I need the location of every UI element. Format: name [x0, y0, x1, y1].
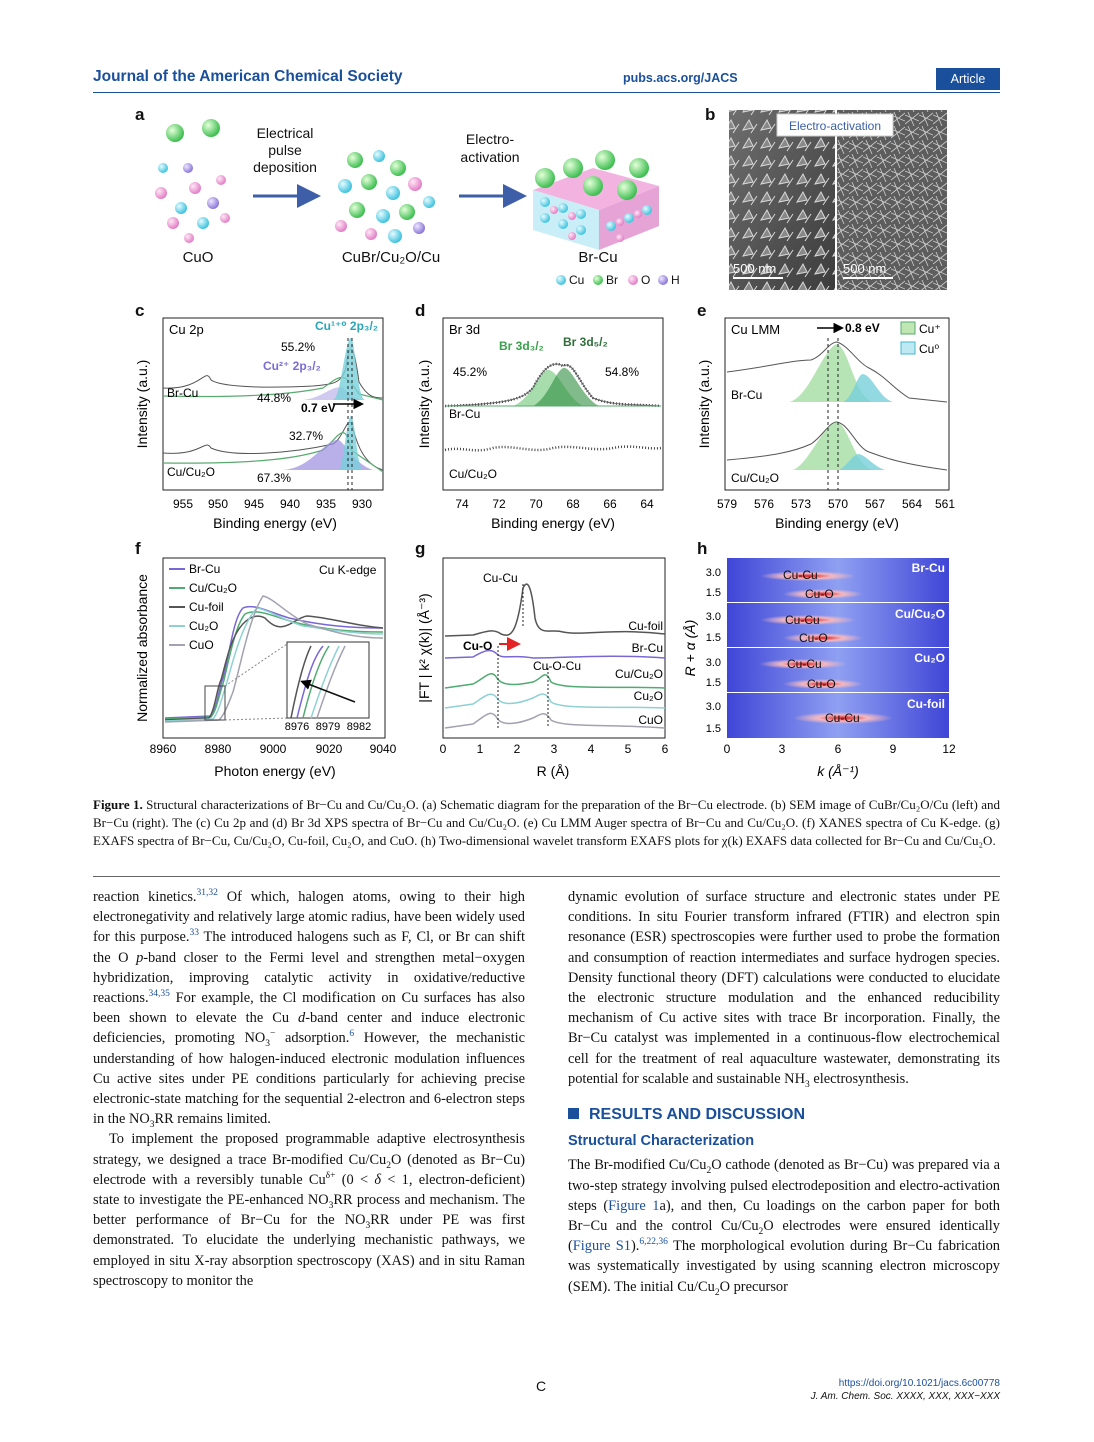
- g-sample-cucu2o: Cu/Cu₂O: [614, 667, 663, 681]
- f-inset-tick-8979: 8979: [315, 721, 341, 733]
- figure-link[interactable]: Figure 1: [608, 1197, 660, 1214]
- h-ytick-3: 3.0: [705, 611, 721, 623]
- c-sample-bot: Cu/Cu₂O: [167, 465, 216, 479]
- panel-a-schematic: [155, 119, 680, 287]
- h-ytick-2: 1.5: [705, 587, 721, 599]
- f-legend-brcu: Br-Cu: [189, 562, 221, 576]
- h-cufoil-cucu: Cu-Cu: [825, 711, 860, 725]
- panel-letter-c: c: [135, 301, 145, 320]
- panel-letter-e: e: [697, 301, 707, 320]
- h-cucu2o-cucu: Cu-Cu: [785, 613, 820, 627]
- d-tick-66: 66: [603, 497, 617, 511]
- figure-s1-link[interactable]: Figure S1: [572, 1238, 631, 1255]
- panel-letter-d: d: [415, 301, 426, 320]
- paragraph: To implement the proposed programmable adaptive electrosynthesis strategy, we designed a trace Br-modified $Cu/Cu_2O$ (denoted as Br−Cu) electrode with a reversibly tunable $Cu^{\delta+}$ (0 < δ < 1, electron-deficient) state to investigate the PE-enhanced $NO_3RR$ process and mechanism. The better performance of Br−Cu for the $NO_3RR$ under PE was first demonstrated. To elucidate the underlying mechanistic pathways, we employed in situ X-ray absorption spectroscopy (XAS) and in situ Raman spectroscopy to monitor the: [93, 1131, 525, 1289]
- e-tick-564: 564: [901, 497, 923, 511]
- f-tick-8960: 8960: [149, 742, 177, 756]
- doi-link[interactable]: https://doi.org/10.1021/jacs.6c00778: [838, 1378, 1000, 1389]
- g-peak-cuocu: Cu-O-Cu: [533, 659, 582, 673]
- h-strip-brcu: Br-Cu: [911, 561, 945, 575]
- c-tick-950: 950: [207, 497, 229, 511]
- brcu-lattice: [533, 150, 659, 250]
- f-legend-cufoil: Cu-foil: [189, 600, 224, 614]
- panel-letter-h: h: [697, 539, 708, 558]
- g-tick-0: 0: [439, 742, 447, 756]
- e-tick-576: 576: [753, 497, 775, 511]
- caption-label: Figure 1.: [93, 797, 143, 812]
- legend-cu: Cu: [569, 273, 585, 287]
- h-cucu2o-cuo: Cu-O: [799, 631, 828, 645]
- e-tick-567: 567: [864, 497, 886, 511]
- f-xlabel: Photon energy (eV): [214, 763, 336, 779]
- d-peak-b: Br 3d₅/₂: [563, 335, 608, 349]
- c-tick-940: 940: [279, 497, 301, 511]
- f-legend-cucu2o: Cu/Cu₂O: [189, 581, 238, 595]
- d-tick-68: 68: [566, 497, 580, 511]
- f-inset-tick-8976: 8976: [284, 721, 310, 733]
- g-tick-6: 6: [661, 742, 669, 756]
- body-column-right: [568, 887, 1000, 1297]
- section-title: RESULTS AND DISCUSSION: [568, 1105, 1000, 1125]
- d-pct-a: 45.2%: [453, 365, 488, 379]
- f-legend-cu2o: Cu₂O: [189, 619, 219, 633]
- panel-f-xanes: [134, 558, 397, 779]
- h-ytick-6: 1.5: [705, 677, 721, 689]
- panel-d-br3d: [416, 318, 663, 531]
- panel-b-sem: [729, 110, 947, 290]
- g-tick-4: 4: [587, 742, 595, 756]
- paragraph: dynamic evolution of surface structure and electronic states under PE conditions. In situ Fourier transform infrared (FTIR) and electron spin resonance (ESR) spectroscopies were further used to probe the formation and consumption of reaction intermediates and surface hydrogen species. Density functional theory (DFT) calculations were conducted to elucidate the electronic structure modulation and the enhanced reducibility mechanism of Cu active sites with trace Br incorporation. Finally, the Br−Cu catalyst was implemented in a continuous-flow electrochemical cell for the treatment of real aquaculture wastewater, demonstrating its potential for scalable and sustainable $NH_3$ electrosynthesis.: [568, 889, 1000, 1090]
- f-edge: Cu K-edge: [319, 563, 377, 577]
- g-ylabel: |FT | k² χ(k)| (Å⁻³): [416, 593, 432, 703]
- d-tick-72: 72: [492, 497, 506, 511]
- running-header: [93, 68, 1000, 93]
- e-legend-cu0: Cu⁰: [919, 342, 940, 356]
- c-tick-935: 935: [315, 497, 337, 511]
- g-tick-1: 1: [476, 742, 484, 756]
- h-br-cu-cuo: Cu-O: [805, 587, 834, 601]
- journal-reference: J. Am. Chem. Soc. XXXX, XXX, XXX−XXX: [810, 1391, 1000, 1402]
- c-tick-945: 945: [243, 497, 265, 511]
- h-strip-cufoil: Cu-foil: [907, 697, 945, 711]
- journal-name[interactable]: Journal of the American Chemical Society: [93, 68, 403, 85]
- caption-text: Structural characterizations of Br−Cu and Cu/Cu₂O. (a) Schematic diagram for the preparation of the Br−Cu electrode. (b) SEM image of CuBr/Cu₂O/Cu (left) and Br−Cu (right). The (c) Cu 2p and (d) Br 3d XPS spectra of Br−Cu and Cu/Cu₂O. (e) Cu LMM Auger spectra of Br−Cu and Cu/Cu₂O. (f) XANES spectra of Cu K-edge. (g) EXAFS spectra of Br−Cu, Cu/Cu₂O, Cu-foil, Cu₂O, and CuO. (h) Two-dimensional wavelet transform EXAFS plots for χ(k) EXAFS data collected for Br−Cu and Cu/Cu₂O.: [93, 797, 1000, 848]
- d-tick-74: 74: [455, 497, 469, 511]
- e-tick-561: 561: [934, 497, 956, 511]
- h-ytick-7: 3.0: [705, 701, 721, 713]
- e-tick-579: 579: [716, 497, 738, 511]
- article-type-badge: Article: [936, 68, 1000, 90]
- e-legend-cuplus: Cu⁺: [919, 322, 941, 336]
- e-sample-top: Br-Cu: [731, 388, 763, 402]
- f-legend-cuo: CuO: [189, 638, 214, 652]
- h-strip-cu2o: Cu₂O: [914, 651, 945, 665]
- page-number: C: [536, 1378, 547, 1394]
- g-tick-3: 3: [550, 742, 558, 756]
- figure-1: [93, 98, 1000, 788]
- e-tick-573: 573: [790, 497, 812, 511]
- label-brcu: Br-Cu: [578, 249, 618, 266]
- legend-o: O: [641, 273, 651, 287]
- scale-left: 500 nm: [733, 261, 777, 276]
- h-ytick-8: 1.5: [705, 723, 721, 735]
- legend-h: H: [671, 273, 680, 287]
- panel-letter-g: g: [415, 539, 426, 558]
- paragraph: reaction kinetics.$^{31,32}$ Of which, halogen atoms, owing to their high electronegativity and relatively large atomic radius, have been widely used for this purpose.$^{33}$ The introduced halogens such as F, Cl, or Br can shift the O p-band closer to the Fermi level and strengthen metal−oxygen hybridization, improving catalytic activity in oxidative/reductive reactions.$^{34,35}$ For example, the Cl modification on Cu surfaces has also been shown to elevate the Cu d-band center and induce electronic deficiencies, promoting $NO_3^-$ adsorption.$^6$ However, the mechanistic understanding of how halogen-induced electronic modulation influences Cu active sites under PE conditions particularly for achieving precise electronic-state matching for the sequential 2-electron and 6-electron steps in the $NO_3RR$ remains limited.: [93, 888, 525, 1131]
- step2-line1: Electro-: [465, 131, 515, 147]
- f-tick-9020: 9020: [315, 742, 343, 756]
- h-ytick-5: 3.0: [705, 657, 721, 669]
- label-cubr: CuBr/Cu₂O/Cu: [341, 249, 441, 266]
- f-tick-9040: 9040: [369, 742, 397, 756]
- sem-banner: Electro-activation: [788, 119, 882, 133]
- d-pct-b: 54.8%: [605, 365, 640, 379]
- f-tick-9000: 9000: [259, 742, 287, 756]
- panel-letter-a: a: [135, 105, 145, 124]
- c-sample-top: Br-Cu: [167, 386, 199, 400]
- g-peak-cucu: Cu-Cu: [483, 571, 518, 585]
- c-pct-bot-a: 32.7%: [289, 429, 324, 443]
- e-title: Cu LMM: [731, 322, 781, 337]
- legend-br: Br: [606, 273, 618, 287]
- panel-g-exafs: [416, 558, 669, 779]
- e-tick-570: 570: [827, 497, 849, 511]
- h-tick-6: 6: [834, 742, 842, 756]
- step2-line2: activation: [460, 149, 520, 165]
- cuo-cluster: [155, 119, 230, 243]
- g-peak-cuo: Cu-O: [463, 639, 493, 653]
- panel-h-wavelet: [682, 558, 956, 779]
- f-inset-tick-8982: 8982: [346, 721, 372, 733]
- f-tick-8980: 8980: [204, 742, 232, 756]
- c-title: Cu 2p: [169, 322, 204, 337]
- h-ytick-1: 3.0: [705, 567, 721, 579]
- step1-line2: pulse: [268, 142, 302, 158]
- figure-caption: [93, 796, 1000, 850]
- caption-rule: [93, 876, 1000, 877]
- subsection-title: Structural Characterization: [568, 1133, 755, 1150]
- scale-right: 500 nm: [843, 261, 887, 276]
- g-sample-cu2o: Cu₂O: [633, 689, 663, 703]
- journal-site-link[interactable]: pubs.acs.org/JACS: [623, 71, 738, 85]
- step1-line3: deposition: [253, 159, 317, 175]
- h-ytick-4: 1.5: [705, 632, 721, 644]
- c-peak-cu10: Cu¹⁺⁰ 2p₃/₂: [315, 319, 379, 333]
- panel-e-culmm: [696, 318, 955, 531]
- e-xlabel: Binding energy (eV): [775, 515, 899, 531]
- step1-line1: Electrical: [256, 125, 314, 141]
- e-shift: 0.8 eV: [845, 321, 880, 335]
- cubr-cluster: [335, 150, 435, 243]
- c-ylabel: Intensity (a.u.): [134, 359, 150, 449]
- c-pct-bot-b: 67.3%: [257, 471, 292, 485]
- c-pct-top-b: 44.8%: [257, 391, 292, 405]
- e-sample-bot: Cu/Cu₂O: [731, 471, 780, 485]
- h-tick-12: 12: [942, 742, 956, 756]
- panel-letter-b: b: [705, 105, 716, 124]
- e-ylabel: Intensity (a.u.): [696, 359, 712, 449]
- c-peak-cu2: Cu²⁺ 2p₃/₂: [263, 359, 321, 373]
- h-tick-9: 9: [889, 742, 897, 756]
- section-square-icon: [568, 1108, 579, 1119]
- d-title: Br 3d: [449, 322, 481, 337]
- g-tick-2: 2: [513, 742, 521, 756]
- body-column-left: [93, 887, 525, 1291]
- panel-c-cu2p: [134, 318, 383, 531]
- g-sample-brcu: Br-Cu: [631, 641, 663, 655]
- h-xlabel: k (Å⁻¹): [817, 763, 859, 779]
- c-shift: 0.7 eV: [301, 401, 336, 415]
- label-cuo: CuO: [182, 249, 214, 266]
- c-xlabel: Binding energy (eV): [213, 515, 337, 531]
- d-sample-top: Br-Cu: [449, 407, 481, 421]
- h-strip-cucu2o: Cu/Cu₂O: [895, 607, 945, 621]
- h-tick-0: 0: [723, 742, 731, 756]
- c-tick-955: 955: [172, 497, 194, 511]
- h-br-cu-cucu: Cu-Cu: [783, 568, 818, 582]
- g-sample-cuo: CuO: [638, 713, 663, 727]
- d-tick-70: 70: [529, 497, 543, 511]
- h-tick-3: 3: [778, 742, 786, 756]
- g-sample-cufoil: Cu-foil: [628, 619, 663, 633]
- d-peak-a: Br 3d₃/₂: [499, 339, 544, 353]
- h-ylabel: R + α (Å): [682, 619, 698, 677]
- d-sample-bot: Cu/Cu₂O: [449, 467, 498, 481]
- g-tick-5: 5: [624, 742, 632, 756]
- h-cu2o-cucu: Cu-Cu: [787, 657, 822, 671]
- d-tick-64: 64: [640, 497, 654, 511]
- f-ylabel: Normalized absorbance: [134, 574, 150, 722]
- d-xlabel: Binding energy (eV): [491, 515, 615, 531]
- h-cu2o-cuo: Cu-O: [807, 677, 836, 691]
- paragraph: The Br-modified $Cu/Cu_2O$ cathode (denoted as Br−Cu) was prepared via a two-step strategy involving pulsed electrodeposition and electro-activation steps (Figure 1a), and then, Cu loadings on the carbon paper for both Br−Cu and the control $Cu/Cu_2O$ electrodes were ensured identically (Figure S1).$^{6,22,36}$ The morphological evolution during Br−Cu fabrication was systematically investigated by using scanning electron microscopy (SEM). The initial $Cu/Cu_2O$ precursor: [568, 1157, 1001, 1298]
- panel-letter-f: f: [135, 539, 141, 558]
- d-ylabel: Intensity (a.u.): [416, 359, 432, 449]
- g-xlabel: R (Å): [536, 763, 570, 779]
- c-pct-top-a: 55.2%: [281, 340, 316, 354]
- c-tick-930: 930: [351, 497, 373, 511]
